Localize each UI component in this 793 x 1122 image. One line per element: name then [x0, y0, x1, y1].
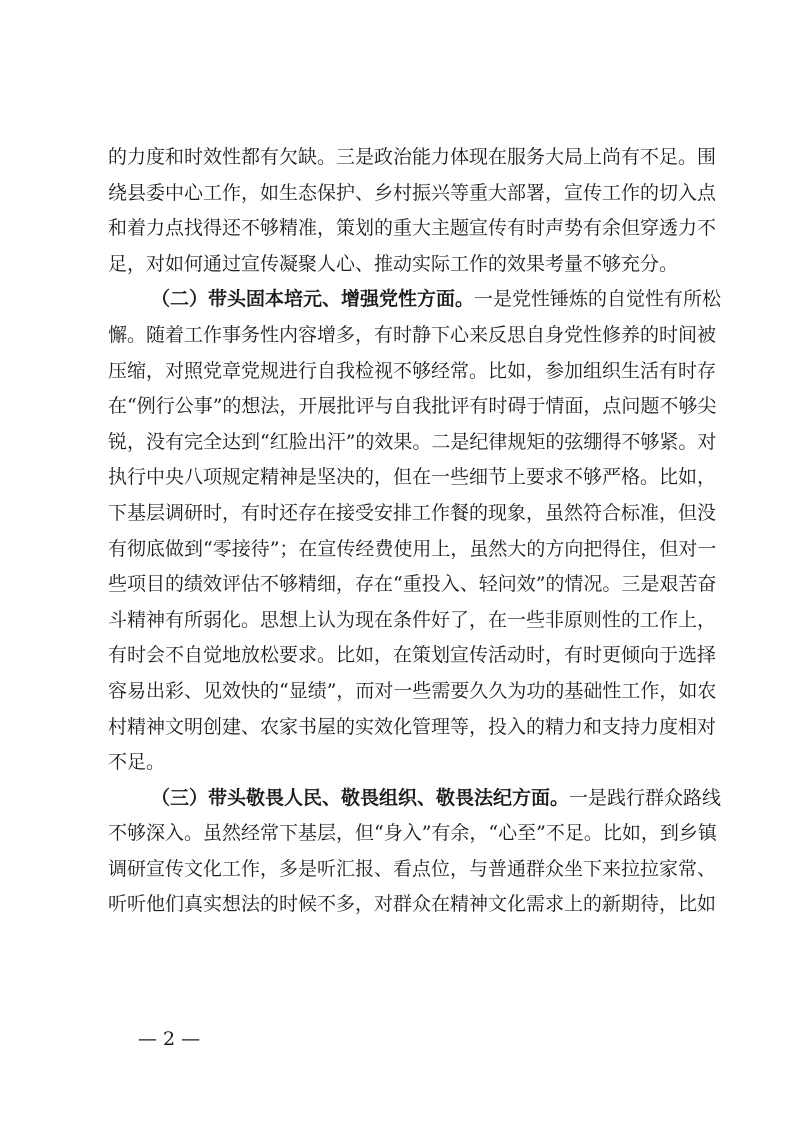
text-line: 的力度和时效性都有欠缺。三是政治能力体现在服务大局上尚有不足。围 — [108, 146, 717, 168]
text-line: 锐，没有完全达到“红脸出汗”的效果。二是纪律规矩的弦绷得不够紧。对 — [108, 430, 717, 453]
page-number: — 2 — — [138, 1028, 201, 1050]
text-line: 听听他们真实想法的时候不多，对群众在精神文化需求上的新期待，比如 — [108, 893, 717, 916]
text-line: 斗精神有所弱化。思想上认为现在条件好了，在一些非原则性的工作上， — [108, 608, 717, 631]
text-fragment: 一是践行群众路线 — [569, 786, 722, 809]
text-line: 足，对如何通过宣传凝聚人心、推动实际工作的效果考量不够充分。 — [108, 252, 679, 275]
text-line: 容易出彩、见效快的“显绩”，而对一些需要久久为功的基础性工作，如农 — [108, 679, 717, 702]
text-line: 下基层调研时，有时还存在接受安排工作餐的现象，虽然符合标准，但没 — [108, 501, 717, 524]
paragraph-1 — [108, 140, 717, 282]
paragraph-first-line — [108, 781, 722, 817]
text-line: 和着力点找得还不够精准，策划的重大主题宣传有时声势有余但穿透力不 — [108, 217, 717, 240]
text-line: 不够深入。虽然经常下基层，但“身入”有余，“心至”不足。比如，到乡镇 — [108, 822, 717, 845]
text-line: 懈。随着工作事务性内容增多，有时静下心来反思自身党性修养的时间被 — [108, 323, 717, 346]
paragraph-3 — [108, 781, 722, 923]
text-fragment: 一是党性锤炼的自觉性有所松 — [474, 288, 722, 311]
text-line: 有时会不自觉地放松要求。比如，在策划宣传活动时，有时更倾向于选择 — [108, 644, 717, 667]
text-line: 绕县委中心工作，如生态保护、乡村振兴等重大部署，宣传工作的切入点 — [108, 181, 717, 204]
text-line: 在“例行公事”的想法，开展批评与自我批评有时碍于情面，点问题不够尖 — [108, 395, 717, 418]
body-text — [108, 140, 722, 923]
text-line: 村精神文明创建、农家书屋的实效化管理等，投入的精力和支持力度相对 — [108, 715, 717, 738]
text-line: 些项目的绩效评估不够精细，存在“重投入、轻问效”的情况。三是艰苦奋 — [108, 573, 717, 596]
text-line: 有彻底做到“零接待”；在宣传经费使用上，虽然大的方向把得住，但对一 — [108, 537, 717, 560]
section-heading: （三）带头敬畏人民、敬畏组织、敬畏法纪方面。 — [151, 786, 570, 809]
paragraph-2 — [108, 282, 722, 780]
text-line: 压缩，对照党章党规进行自我检视不够经常。比如，参加组织生活有时存 — [108, 359, 717, 382]
text-line: 执行中央八项规定精神是坚决的，但在一些细节上要求不够严格。比如， — [108, 466, 717, 489]
section-heading: （二）带头固本培元、增强党性方面。 — [151, 288, 475, 311]
paragraph-first-line — [108, 282, 722, 318]
text-line: 不足。 — [108, 751, 166, 774]
text-line: 调研宣传文化工作，多是听汇报、看点位，与普通群众坐下来拉拉家常、 — [108, 857, 717, 880]
